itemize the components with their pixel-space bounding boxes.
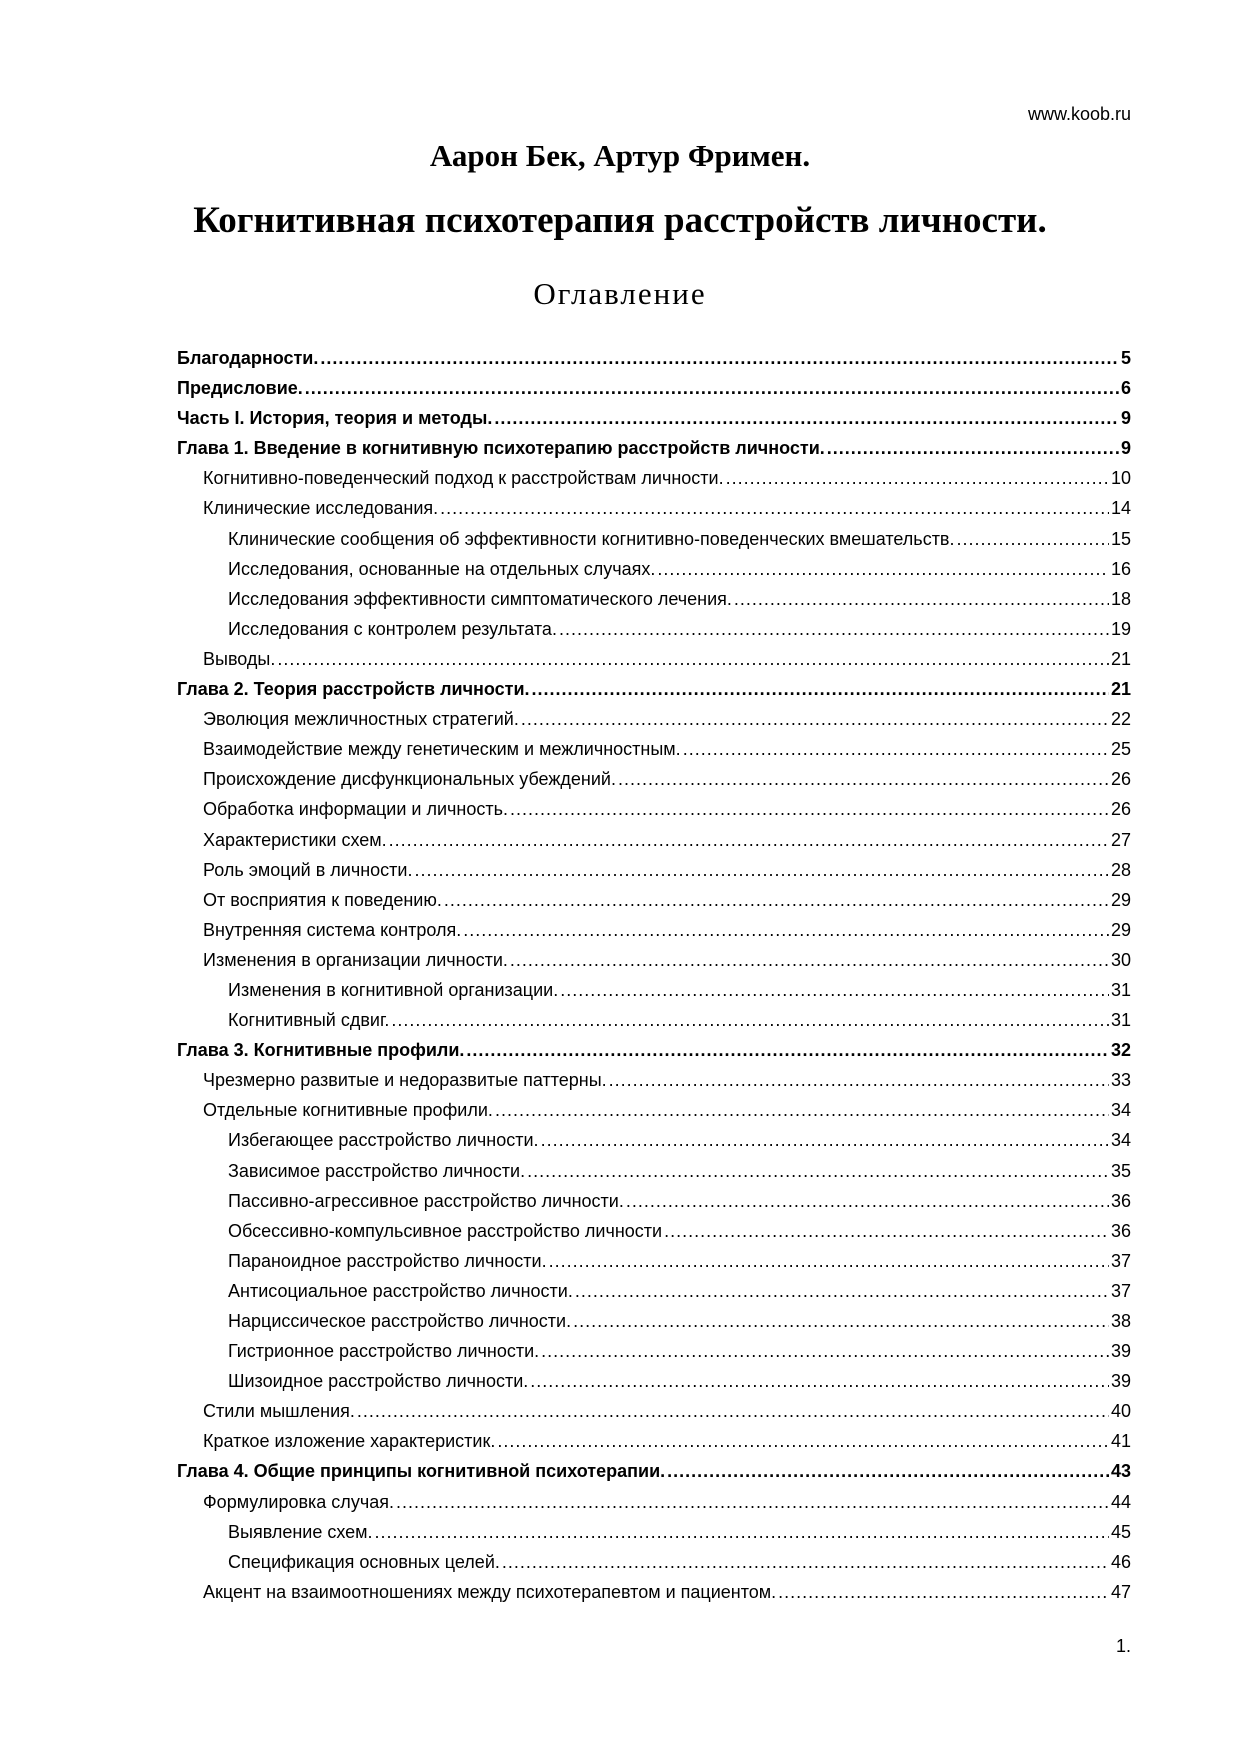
toc-entry-label: Краткое изложение характеристик. bbox=[203, 1431, 496, 1452]
toc-entry[interactable] bbox=[177, 375, 1131, 405]
toc-entry-label: От восприятия к поведению. bbox=[203, 889, 442, 910]
toc-entry[interactable] bbox=[177, 706, 1131, 736]
dot-leader bbox=[502, 1549, 1109, 1575]
toc-entry-label: Формулировка случая. bbox=[203, 1491, 394, 1512]
toc-entry[interactable] bbox=[177, 556, 1131, 586]
toc-entry[interactable] bbox=[177, 947, 1131, 977]
dot-leader bbox=[277, 646, 1109, 672]
dot-leader bbox=[683, 736, 1109, 762]
toc-entry-page: 26 bbox=[1110, 799, 1131, 820]
toc-entry[interactable] bbox=[177, 887, 1131, 917]
toc-entry-label: Обсессивно-компульсивное расстройство личности bbox=[228, 1220, 663, 1241]
toc-entry[interactable] bbox=[177, 766, 1131, 796]
dot-leader bbox=[510, 947, 1109, 973]
toc-entry-label: Клинические исследования. bbox=[203, 498, 439, 519]
toc-entry-page: 21 bbox=[1110, 679, 1131, 700]
dot-leader bbox=[560, 977, 1109, 1003]
toc-entry[interactable] bbox=[177, 676, 1131, 706]
toc-entry[interactable] bbox=[177, 345, 1131, 375]
toc-entry-label: Изменения в организации личности. bbox=[203, 949, 508, 970]
toc-entry-page: 46 bbox=[1110, 1551, 1131, 1572]
toc-entry-page: 6 bbox=[1120, 378, 1131, 399]
dot-leader bbox=[532, 676, 1109, 702]
toc-entry[interactable] bbox=[177, 1519, 1131, 1549]
toc-entry[interactable] bbox=[177, 1097, 1131, 1127]
toc-entry-page: 19 bbox=[1110, 618, 1131, 639]
toc-entry-page: 39 bbox=[1110, 1371, 1131, 1392]
toc-entry-page: 28 bbox=[1110, 859, 1131, 880]
toc-entry-label: Взаимодействие между генетическим и межличностным. bbox=[203, 739, 681, 760]
toc-entry-page: 38 bbox=[1110, 1311, 1131, 1331]
dot-leader bbox=[527, 1158, 1109, 1184]
dot-leader bbox=[510, 796, 1109, 822]
toc-entry[interactable] bbox=[177, 1368, 1131, 1398]
dot-leader bbox=[375, 1519, 1109, 1545]
toc-entry-page: 26 bbox=[1110, 769, 1131, 790]
table-of-contents bbox=[177, 345, 1131, 1609]
toc-entry[interactable] bbox=[177, 736, 1131, 766]
toc-entry-label: Внутренняя система контроля. bbox=[203, 919, 462, 940]
toc-entry-page: 36 bbox=[1110, 1190, 1131, 1211]
toc-entry[interactable] bbox=[177, 1067, 1131, 1097]
toc-entry-page: 10 bbox=[1110, 468, 1131, 489]
toc-entry[interactable] bbox=[177, 405, 1131, 435]
toc-entry-label: Антисоциальное расстройство личности. bbox=[228, 1280, 573, 1301]
toc-entry-label: Исследования эффективности симптоматического лечения. bbox=[228, 588, 732, 609]
toc-entry-page: 34 bbox=[1110, 1100, 1131, 1121]
toc-entry-page: 21 bbox=[1110, 648, 1131, 669]
dot-leader bbox=[391, 1007, 1109, 1033]
dot-leader bbox=[357, 1398, 1109, 1424]
page-number: 1. bbox=[1115, 1636, 1131, 1656]
toc-entry[interactable] bbox=[177, 857, 1131, 887]
toc-entry-label: Глава 1. Введение в когнитивную психотерапию расстройств личности. bbox=[177, 438, 825, 459]
dot-leader bbox=[541, 1338, 1109, 1364]
dot-leader bbox=[609, 1067, 1109, 1093]
toc-entry-page: 34 bbox=[1110, 1130, 1131, 1151]
toc-entry-label: Спецификация основных целей. bbox=[228, 1551, 500, 1572]
toc-entry-page: 43 bbox=[1110, 1461, 1131, 1482]
toc-entry[interactable] bbox=[177, 1037, 1131, 1067]
toc-entry[interactable] bbox=[177, 1458, 1131, 1488]
dot-leader bbox=[497, 1428, 1109, 1454]
toc-entry-label: Благодарности. bbox=[177, 348, 319, 368]
dot-leader bbox=[494, 405, 1119, 431]
dot-leader bbox=[389, 827, 1109, 853]
dot-leader bbox=[726, 465, 1109, 491]
toc-entry[interactable] bbox=[177, 586, 1131, 616]
toc-entry-page: 9 bbox=[1120, 408, 1131, 429]
dot-leader bbox=[396, 1489, 1109, 1515]
toc-heading: Оглавление bbox=[533, 276, 707, 311]
toc-entry-label: Характеристики схем. bbox=[203, 829, 387, 850]
toc-entry-label: Часть I. История, теория и методы. bbox=[177, 408, 493, 429]
toc-entry[interactable] bbox=[177, 435, 1131, 465]
toc-entry-label: Обработка информации и личность. bbox=[203, 799, 508, 820]
toc-entry[interactable] bbox=[177, 1007, 1131, 1037]
toc-entry[interactable] bbox=[177, 1428, 1131, 1458]
dot-leader bbox=[827, 435, 1119, 461]
toc-entry[interactable] bbox=[177, 1158, 1131, 1188]
dot-leader bbox=[305, 375, 1119, 401]
toc-entry-label: Избегающее расстройство личности. bbox=[228, 1130, 539, 1151]
toc-entry-label: Отдельные когнитивные профили. bbox=[203, 1100, 493, 1121]
toc-entry-page: 29 bbox=[1110, 889, 1131, 910]
toc-entry-label: Выводы. bbox=[203, 648, 276, 669]
toc-entry-label: Нарциссическое расстройство личности. bbox=[228, 1311, 572, 1331]
toc-entry-label: Роль эмоций в личности. bbox=[203, 859, 413, 880]
toc-entry-label: Когнитивный сдвиг. bbox=[228, 1010, 390, 1031]
toc-entry-label: Клинические сообщения об эффективности когнитивно-поведенческих вмешательств. bbox=[228, 528, 955, 549]
dot-leader bbox=[440, 495, 1109, 521]
toc-entry[interactable] bbox=[177, 1278, 1131, 1308]
dot-leader bbox=[559, 616, 1109, 642]
dot-leader bbox=[664, 1218, 1109, 1244]
dot-leader bbox=[957, 526, 1109, 552]
toc-entry-label: Пассивно-агрессивное расстройство личности. bbox=[228, 1190, 624, 1211]
toc-entry[interactable] bbox=[177, 1398, 1131, 1428]
dot-leader bbox=[657, 556, 1109, 582]
toc-entry[interactable] bbox=[177, 1338, 1131, 1368]
toc-entry-label: Чрезмерно развитые и недоразвитые паттерны. bbox=[203, 1070, 607, 1091]
dot-leader bbox=[549, 1248, 1109, 1274]
dot-leader bbox=[541, 1127, 1109, 1153]
toc-entry-page: 9 bbox=[1120, 438, 1131, 459]
toc-entry[interactable] bbox=[177, 1218, 1131, 1248]
toc-entry-page: 39 bbox=[1110, 1341, 1131, 1362]
toc-entry-label: Гистрионное расстройство личности. bbox=[228, 1341, 540, 1362]
toc-entry-page: 37 bbox=[1110, 1280, 1131, 1301]
toc-entry-page: 14 bbox=[1110, 498, 1131, 519]
site-url[interactable]: www.koob.ru bbox=[1027, 104, 1131, 124]
toc-entry-page: 31 bbox=[1110, 1010, 1131, 1031]
toc-entry[interactable] bbox=[177, 917, 1131, 947]
toc-entry-label: Глава 4. Общие принципы когнитивной психотерапии. bbox=[177, 1461, 666, 1482]
toc-entry[interactable] bbox=[177, 796, 1131, 826]
toc-entry-page: 32 bbox=[1110, 1040, 1131, 1061]
dot-leader bbox=[667, 1458, 1109, 1484]
toc-entry-label: Параноидное расстройство личности. bbox=[228, 1250, 547, 1271]
toc-entry-label: Зависимое расстройство личности. bbox=[228, 1160, 526, 1181]
dot-leader bbox=[618, 766, 1109, 792]
toc-entry[interactable] bbox=[177, 1127, 1131, 1157]
dot-leader bbox=[734, 586, 1109, 612]
toc-entry-page: 41 bbox=[1110, 1431, 1131, 1452]
dot-leader bbox=[778, 1579, 1109, 1605]
toc-entry-page: 18 bbox=[1110, 588, 1131, 609]
toc-entry-label: Эволюция межличностных стратегий. bbox=[203, 709, 519, 730]
toc-entry[interactable] bbox=[177, 1579, 1131, 1609]
toc-entry[interactable] bbox=[177, 1549, 1131, 1579]
toc-entry[interactable] bbox=[177, 616, 1131, 646]
toc-entry-label: Выявление схем. bbox=[228, 1521, 373, 1542]
toc-entry[interactable] bbox=[177, 827, 1131, 857]
toc-entry-page: 44 bbox=[1110, 1491, 1131, 1512]
toc-entry-page: 5 bbox=[1120, 348, 1131, 368]
dot-leader bbox=[414, 857, 1109, 883]
toc-entry-page: 27 bbox=[1110, 829, 1131, 850]
dot-leader bbox=[320, 345, 1119, 371]
toc-entry-label: Когнитивно-поведенческий подход к расстройствам личности. bbox=[203, 468, 724, 489]
toc-entry-label: Глава 3. Когнитивные профили. bbox=[177, 1040, 465, 1061]
toc-entry-page: 40 bbox=[1110, 1401, 1131, 1422]
toc-entry-page: 33 bbox=[1110, 1070, 1131, 1091]
toc-entry-page: 37 bbox=[1110, 1250, 1131, 1271]
toc-entry-page: 45 bbox=[1110, 1521, 1131, 1542]
toc-entry[interactable] bbox=[177, 465, 1131, 495]
toc-entry-label: Акцент на взаимоотношениях между психотерапевтом и пациентом. bbox=[203, 1581, 777, 1602]
toc-entry-label: Стили мышления. bbox=[203, 1401, 355, 1422]
book-authors: Аарон Бек, Артур Фримен. bbox=[429, 138, 811, 173]
toc-entry-page: 47 bbox=[1110, 1581, 1131, 1602]
toc-entry[interactable] bbox=[177, 977, 1131, 1007]
toc-entry[interactable] bbox=[177, 1248, 1131, 1278]
book-title: Когнитивная психотерапия расстройств личности. bbox=[193, 200, 1047, 241]
toc-entry-label: Исследования с контролем результата. bbox=[228, 618, 557, 639]
dot-leader bbox=[573, 1308, 1109, 1334]
dot-leader bbox=[444, 887, 1109, 913]
toc-entry-label: Изменения в когнитивной организации. bbox=[228, 979, 559, 1000]
toc-entry[interactable] bbox=[177, 526, 1131, 556]
toc-entry[interactable] bbox=[177, 646, 1131, 676]
toc-entry-label: Глава 2. Теория расстройств личности. bbox=[177, 679, 530, 700]
toc-entry-page: 30 bbox=[1110, 949, 1131, 970]
toc-entry-page: 31 bbox=[1110, 979, 1131, 1000]
toc-entry-page: 29 bbox=[1110, 919, 1131, 940]
toc-entry-page: 25 bbox=[1110, 739, 1131, 760]
toc-entry-page: 22 bbox=[1110, 709, 1131, 730]
toc-entry-label: Шизоидное расстройство личности. bbox=[228, 1371, 529, 1392]
dot-leader bbox=[495, 1097, 1109, 1123]
dot-leader bbox=[626, 1188, 1109, 1214]
dot-leader bbox=[530, 1368, 1109, 1394]
dot-leader bbox=[575, 1278, 1109, 1304]
toc-entry-page: 15 bbox=[1110, 528, 1131, 549]
dot-leader bbox=[521, 706, 1109, 732]
toc-entry-label: Предисловие. bbox=[177, 378, 303, 399]
toc-entry-page: 36 bbox=[1110, 1220, 1131, 1241]
dot-leader bbox=[466, 1037, 1109, 1063]
toc-entry[interactable] bbox=[177, 495, 1131, 525]
toc-entry[interactable] bbox=[177, 1308, 1131, 1338]
toc-entry[interactable] bbox=[177, 1489, 1131, 1519]
toc-entry-page: 16 bbox=[1110, 558, 1131, 579]
dot-leader bbox=[463, 917, 1109, 943]
toc-entry-page: 35 bbox=[1110, 1160, 1131, 1181]
toc-entry-label: Происхождение дисфункциональных убеждений. bbox=[203, 769, 616, 790]
toc-entry[interactable] bbox=[177, 1188, 1131, 1218]
toc-entry-label: Исследования, основанные на отдельных случаях. bbox=[228, 558, 656, 579]
